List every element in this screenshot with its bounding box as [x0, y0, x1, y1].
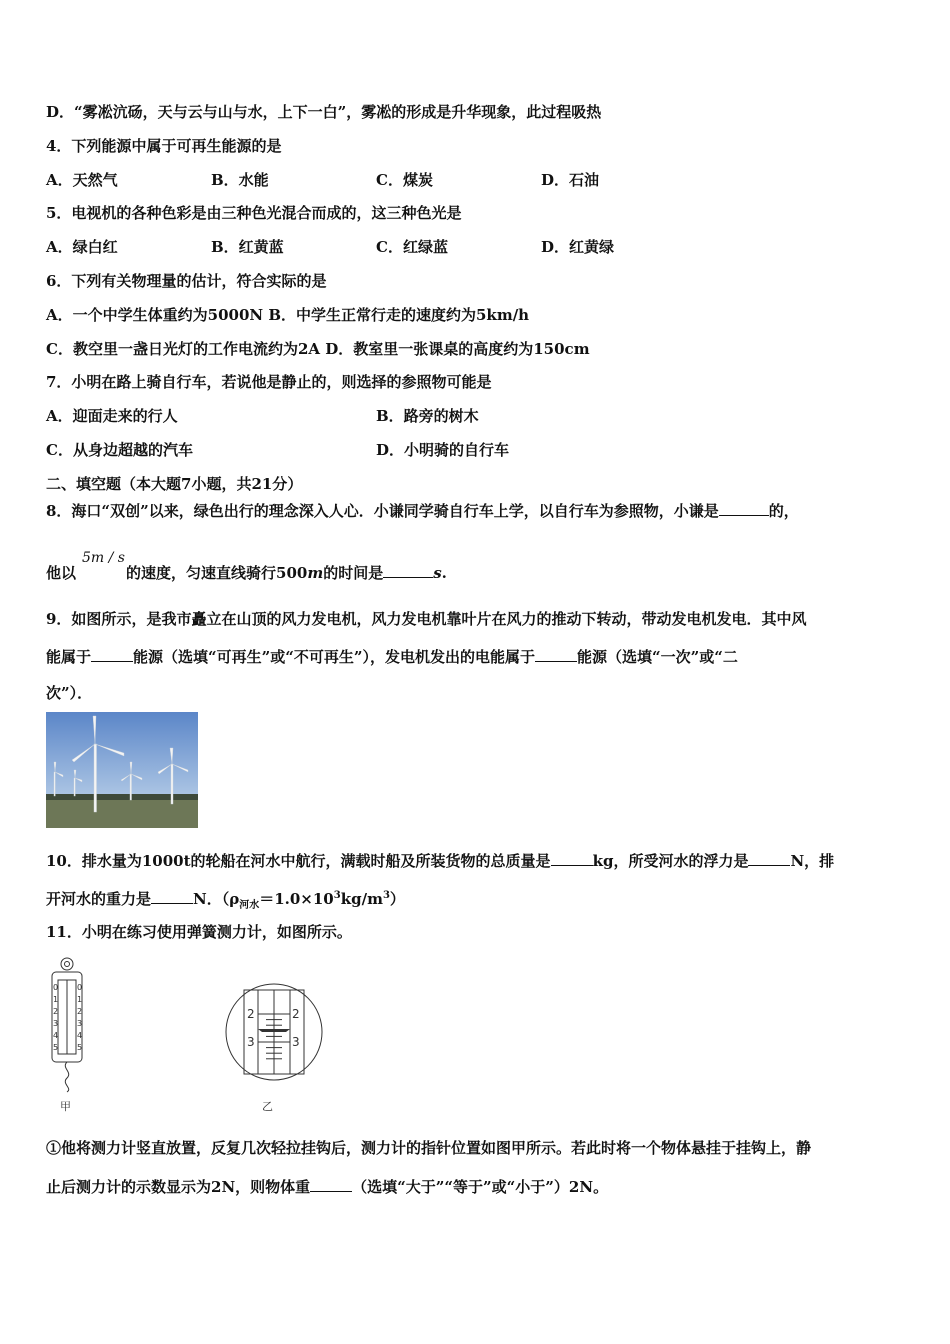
label-yi: 乙: [262, 1100, 273, 1113]
q4-stem: 4．下列能源中属于可再生能源的是: [46, 137, 282, 155]
q8-line2-start: 他以: [46, 564, 77, 582]
q9-line1: 9．如图所示，是我市矗立在山顶的风力发电机，风力发电机靠叶片在风力的推动下转动，带动发电机发电．其中风: [46, 610, 807, 628]
q6-options-cd: C．教空里一盏日光灯的工作电流约为2A D．教室里一张课桌的高度约为150cm: [46, 340, 590, 358]
spring-scale-diagram: [44, 950, 324, 1116]
yi-tick-label-2: 2: [247, 1007, 255, 1021]
q8-blank-2[interactable]: [383, 562, 433, 578]
q8-line1-end: 的，: [768, 502, 799, 520]
q9-blank-1[interactable]: [91, 646, 133, 662]
q7-option-a: A．迎面走来的行人: [46, 407, 178, 425]
q8-line2: [46, 562, 447, 583]
jia-tick-label-5r: 5: [77, 1043, 83, 1052]
q10-line2-e: ）: [389, 890, 405, 908]
q3-option-d: D．“雾凇沆砀，天与云与山与水，上下一白”，雾凇的形成是升华现象，此过程吸热: [46, 103, 602, 121]
q10-subscript-river-water: 河水: [239, 900, 260, 911]
q8-unit-s: s: [433, 564, 442, 582]
q10-line2: [46, 886, 405, 916]
q6-stem: 6．下列有关物理量的估计，符合实际的是: [46, 272, 327, 290]
jia-tick-label-2: 2: [53, 1007, 59, 1016]
q5-option-a: A．绿白红: [46, 238, 118, 256]
jia-tick-label-5: 5: [53, 1043, 59, 1052]
q11-stem: 11．小明在练习使用弹簧测力计，如图所示。: [46, 923, 352, 941]
q8-line1: [46, 500, 799, 521]
q10-line2-c: ＝1.0×10: [259, 890, 334, 908]
q10-line1: [46, 850, 834, 871]
q4-option-d: D．石油: [541, 171, 600, 189]
q10-blank-3[interactable]: [151, 888, 193, 904]
q10-line2-b: N．（ρ: [193, 890, 240, 908]
q10-blank-1[interactable]: [551, 850, 593, 866]
scale-pointer: [258, 1029, 290, 1032]
section-title: 二、填空题（本大题7小题，共21分）: [46, 475, 303, 493]
q9-line2-a: 能属于: [46, 648, 92, 666]
q9-line2-b: 能源（选填“可再生”或“不可再生”），发电机发出的电能属于: [133, 648, 536, 666]
q6-options-ab: A．一个中学生体重约为5000N B．中学生正常行走的速度约为5km/h: [46, 306, 530, 324]
q8-line2-mid: 的速度，匀速直线骑行500: [126, 564, 308, 582]
jia-tick-label-1r: 1: [77, 995, 83, 1004]
q10-superscript-3b: 3: [382, 890, 390, 901]
q8-line1-text: 8．海口“双创”以来，绿色出行的理念深入人心．小谦同学骑自行车上学，以自行车为参照物，小谦是: [46, 502, 719, 520]
q10-superscript-3: 3: [333, 890, 341, 901]
q7-option-c: C．从身边超越的汽车: [46, 441, 193, 459]
q9-line3: 次”）．: [46, 684, 93, 702]
q5-option-d: D．红黄绿: [541, 238, 615, 256]
q11-part1-line1: ①他将测力计竖直放置，反复几次轻拉挂钩后，测力计的指针位置如图甲所示。若此时将一个物体悬挂于挂钩上，静: [46, 1139, 812, 1157]
q7-option-b: B．路旁的树木: [376, 407, 479, 425]
q5-stem: 5．电视机的各种色彩是由三种色光混合而成的，这三种色光是: [46, 204, 462, 222]
q9-line2: [46, 646, 738, 667]
q10-line1-c: N，排: [790, 852, 835, 870]
q4-option-c: C．煤炭: [376, 171, 433, 189]
jia-tick-label-1: 1: [53, 995, 59, 1004]
q7-option-d: D．小明骑的自行车: [376, 441, 510, 459]
q10-line1-b: kg，所受河水的浮力是: [592, 852, 749, 870]
q10-line2-a: 开河水的重力是: [46, 890, 152, 908]
jia-tick-label-4r: 4: [77, 1031, 83, 1040]
q11-part1-line2-a: 止后测力计的示数显示为2N，则物体重: [46, 1178, 311, 1196]
jia-tick-label-0r: 0: [77, 983, 83, 992]
jia-tick-label-3: 3: [53, 1019, 59, 1028]
label-jia: 甲: [60, 1100, 71, 1113]
q8-line2-mid2: 的时间是: [323, 564, 384, 582]
q9-blank-2[interactable]: [535, 646, 577, 662]
q8-speed-value: 5m / s: [82, 550, 125, 566]
q4-option-a: A．天然气: [46, 171, 118, 189]
q10-line1-a: 10．排水量为1000t的轮船在河水中航行，满载时船及所装货物的总质量是: [46, 852, 551, 870]
q11-blank-1[interactable]: [310, 1176, 352, 1192]
yi-tick-label-2r: 2: [292, 1007, 300, 1021]
q10-blank-2[interactable]: [748, 850, 790, 866]
jia-tick-label-2r: 2: [77, 1007, 83, 1016]
q8-period: .: [441, 564, 447, 582]
q5-option-b: B．红黄蓝: [211, 238, 284, 256]
q8-blank-1[interactable]: [719, 500, 769, 516]
jia-tick-label-4: 4: [53, 1031, 59, 1040]
q8-unit-m: m: [307, 564, 324, 582]
q7-stem: 7．小明在路上骑自行车，若说他是静止的，则选择的参照物可能是: [46, 373, 492, 391]
yi-tick-label-3: 3: [247, 1035, 255, 1049]
q11-part1-line2: [46, 1176, 608, 1197]
jia-tick-label-0: 0: [53, 983, 59, 992]
wind-turbine-photo: [46, 712, 198, 828]
yi-tick-label-3r: 3: [292, 1035, 300, 1049]
q11-part1-line2-b: （选填“大于”“等于”或“小于”）2N。: [352, 1178, 609, 1196]
jia-tick-label-3r: 3: [77, 1019, 83, 1028]
q9-line2-c: 能源（选填“一次”或“二: [577, 648, 738, 666]
q5-option-c: C．红绿蓝: [376, 238, 448, 256]
q4-option-b: B．水能: [211, 171, 269, 189]
q10-line2-d: kg/m: [340, 890, 383, 908]
